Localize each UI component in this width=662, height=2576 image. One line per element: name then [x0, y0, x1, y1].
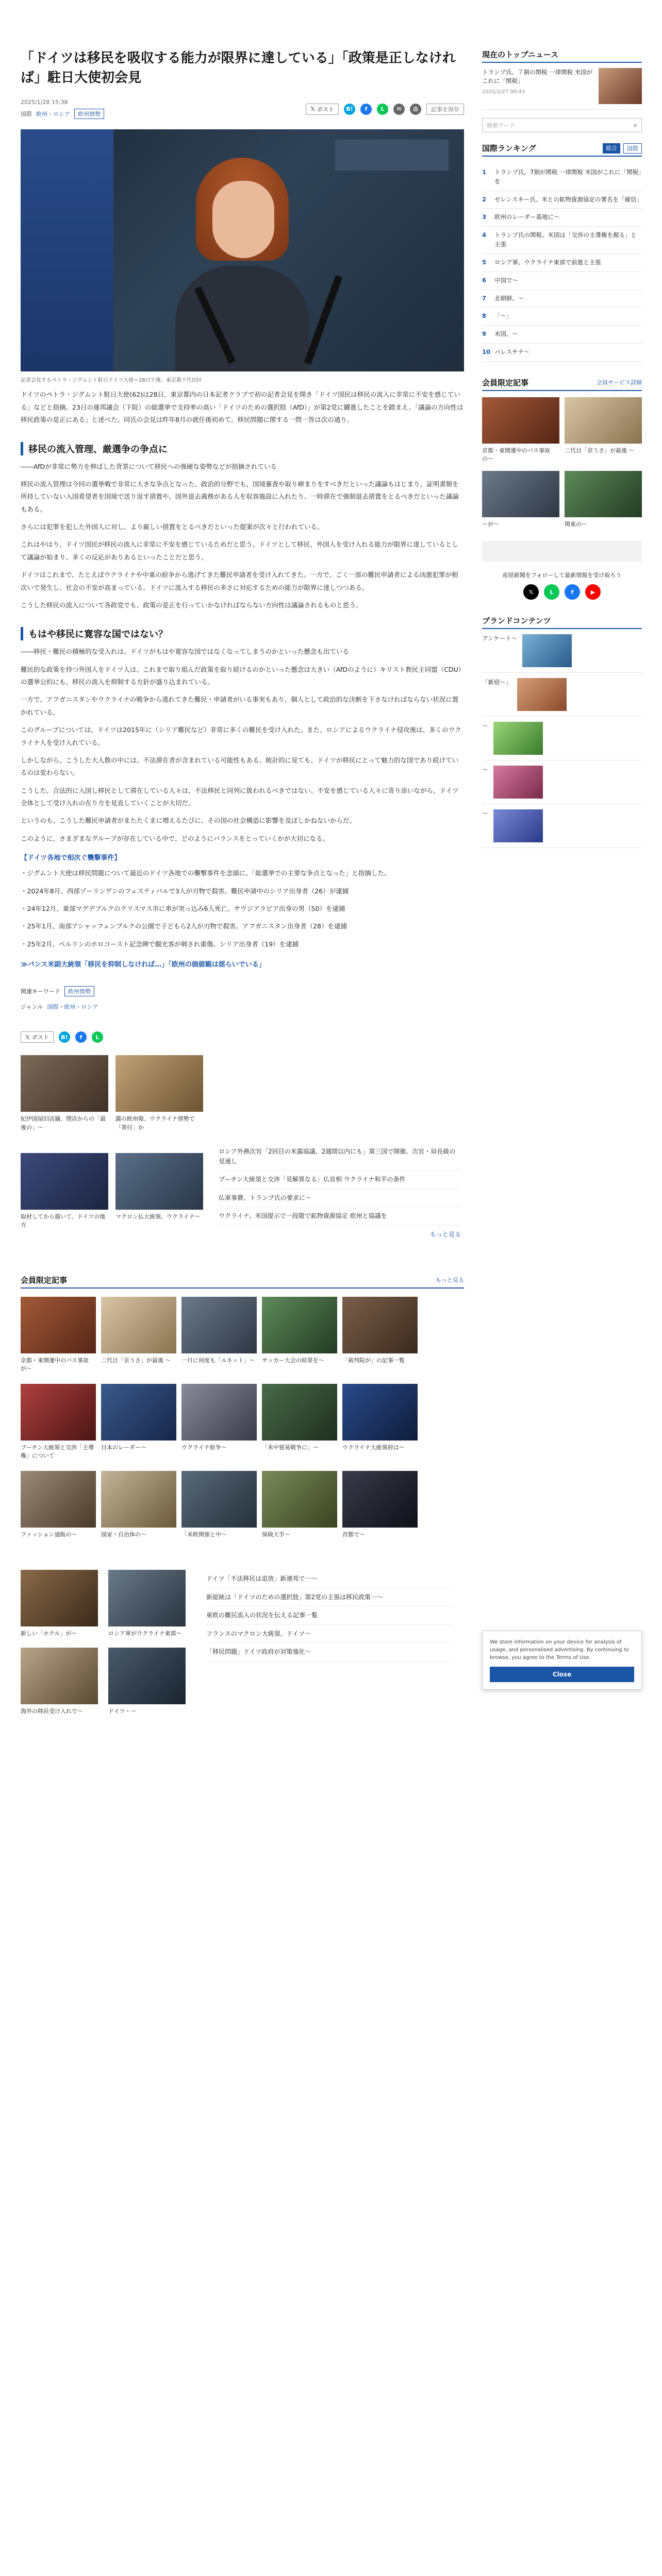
ranking-item[interactable]: 7 北朝鮮、〜: [482, 290, 642, 308]
share-bar: [306, 104, 464, 115]
paragraph: このグループについては、ドイツは2015年に（シリア難民など）非常に多くの難民を受け入れた。また、ロシアによるウクライナ侵攻後は、多くのウクライナ人を受け入れている。: [21, 726, 461, 747]
facebook-icon[interactable]: f: [75, 1031, 87, 1043]
share-x-label: ポスト: [317, 106, 334, 113]
ranking-item[interactable]: 9 米国、〜: [482, 326, 642, 344]
members-card[interactable]: [262, 1384, 337, 1461]
related-card[interactable]: [115, 1055, 203, 1146]
lower-text-list: [206, 1570, 454, 1716]
ranking-item[interactable]: 4 トランプ氏の関税、米国は「交渉の主導権を握る」と主張: [482, 227, 642, 254]
members-card-title: ウクライナ大統領府は〜: [342, 1444, 405, 1451]
line-icon[interactable]: L: [92, 1031, 103, 1043]
brand-card[interactable]: 〜: [482, 760, 642, 804]
side-members-title: [482, 377, 642, 391]
line-icon[interactable]: L: [544, 584, 559, 600]
members-card[interactable]: [21, 1297, 96, 1374]
brand-title-text: ブランドコンテンツ: [482, 616, 551, 626]
side-members-card-title: 京都・東開運中のバス事故の〜: [482, 447, 550, 463]
x-icon[interactable]: 𝕏: [523, 584, 539, 600]
members-card-title: 京都・東開運中のバス事故が〜: [21, 1357, 89, 1372]
share-x-button[interactable]: [306, 104, 339, 115]
category-link[interactable]: 欧州・ロシア: [36, 111, 70, 118]
members-card-title: サッカー大会の結果を〜: [262, 1357, 324, 1364]
paragraph: 一方で、アフガニスタンやウクライナの戦争から逃れてきた難民・申請者がいる事実もあり、個人として政治的な決断を下さなければならない状況に置かれている。: [21, 696, 459, 716]
facebook-icon[interactable]: f: [360, 104, 372, 115]
ranking-item[interactable]: 5 ロシア軍、ウクライナ東部で前進と主張: [482, 254, 642, 272]
brand-card[interactable]: 〜: [482, 717, 642, 760]
hatena-icon[interactable]: B!: [59, 1031, 70, 1043]
lower-text-item[interactable]: フランスのマクロン大統領、ドイツ〜: [206, 1625, 454, 1643]
paragraph: 移民の流入管理は今回の選挙戦で非常に大きな争点となった。政治的分野でも、国境審査や取り締まりをすべきだといった議論もはじまり、証明書類を所持していない入国希望者を国境で送り返す措置や、国外退去義務がある人を収容施設に入れたり、一時滞在で強制退去措置をとるべきだといった議論もある。: [21, 480, 459, 513]
members-card[interactable]: [181, 1297, 257, 1374]
related-more-link[interactable]: もっと見る: [429, 1230, 461, 1238]
photo-background-panel: [21, 129, 113, 371]
side-members-card[interactable]: [482, 471, 559, 529]
x-icon: 𝕏: [25, 1033, 30, 1041]
paragraph: 難民的な政策を持つ外国人をドイツ人は、これまで取り組んだ政策を取り続けるのかといった懸念は大きい（AfDのように）キリスト教民主同盟（CDU）の選挙公約にも、移民の流入を抑制する方針が盛り込まれている。: [21, 665, 462, 686]
line-icon[interactable]: L: [377, 104, 388, 115]
members-card[interactable]: [181, 1471, 257, 1539]
members-card-title: 二代目「京うさ」が最後 〜: [101, 1357, 171, 1364]
related-card[interactable]: [21, 1055, 108, 1146]
top-news-title: [482, 49, 642, 63]
bottom-card-title: ロシア軍がウクライナ東部〜: [108, 1630, 182, 1637]
main-column: [21, 0, 464, 1716]
ranking-item[interactable]: 3 欧州のレーダー基地に〜: [482, 209, 642, 227]
incident-item: ・24年12月、東部マグデブルクのクリスマス市に車が突っ込み6人死亡。サウジアラビア出身の男（50）を逮捕: [21, 904, 345, 912]
paragraph: このように、さまざまなグループが存在している中で、どのようにバランスをとっていくかが大切になる。: [21, 834, 329, 842]
banner-ad[interactable]: [482, 541, 642, 562]
related-text-item[interactable]: 仏軍事費、トランプ氏の要求に〜: [219, 1189, 461, 1208]
members-section-title: [21, 1275, 464, 1289]
ranking-item[interactable]: 8 「〜」: [482, 308, 642, 326]
brand-card[interactable]: アンケート〜: [482, 629, 642, 673]
ranking-list: [482, 164, 642, 362]
bottom-card-title: 海外の移民受け入れで〜: [21, 1707, 83, 1715]
side-members-block: [482, 377, 642, 529]
side-members-card[interactable]: [565, 471, 642, 529]
side-members-card[interactable]: [482, 397, 559, 464]
lower-left-grid: [21, 1570, 191, 1716]
article-date: 2025/1/28 15:38: [21, 99, 68, 106]
related-text-list: [219, 1143, 461, 1244]
paragraph: さらには犯罪を犯した外国人に対し、より厳しい措置をとるべきだといった提案が次々と行われている。: [21, 523, 324, 531]
related-card-title: 取材してから描いて、ドイツの地方: [21, 1213, 106, 1229]
microphone: [304, 275, 343, 365]
ranking-title-text: 国際ランキング: [482, 144, 536, 153]
paragraph: しかしながら、こうした大人数の中には、不法滞在者が含まれている可能性もある。統計的に見ても、ドイツが移民にとって魅力的な国であり続けているのは変わらない。: [21, 756, 459, 777]
members-card[interactable]: [21, 1471, 96, 1539]
side-members-card-title: 二代目「京うさ」が最後 〜: [565, 447, 635, 454]
top-news-image: [599, 68, 642, 104]
share-bar-bottom: [21, 1031, 464, 1043]
bottom-card-title: 新しい「ホテル」が〜: [21, 1630, 77, 1637]
share-x-button[interactable]: [21, 1031, 54, 1043]
mail-icon[interactable]: ✉: [393, 104, 405, 115]
photo-caption: 記者会見するペトラ・ジグムント駐日ドイツ大使＝28日午後、東京都千代田区: [21, 378, 202, 384]
keyword-label: 関連キーワード: [21, 988, 60, 995]
facebook-icon[interactable]: f: [565, 584, 580, 600]
ranking-item[interactable]: 1 トランプ氏、7割が関税 一律関税 米国がこれに「関税」を: [482, 164, 642, 191]
members-card-title: プーチン大統領と交渉「主導権」について: [21, 1444, 94, 1460]
members-card[interactable]: [342, 1384, 418, 1461]
related-article-link[interactable]: ≫バンス米副大統領「移民を抑制しなければ…」「欧州の価値観は揺らいでいる」: [21, 961, 266, 969]
members-card-title: 一日に何度も「ルネット」〜: [181, 1357, 255, 1364]
hatena-icon[interactable]: B!: [344, 104, 355, 115]
lower-section: [21, 1570, 464, 1716]
related-card[interactable]: [21, 1153, 108, 1244]
members-card[interactable]: [262, 1297, 337, 1374]
x-icon: 𝕏: [310, 106, 315, 113]
related-card[interactable]: [115, 1153, 203, 1244]
bottom-card[interactable]: [108, 1570, 186, 1638]
top-news-headline: トランプ氏、７割の関税 一律関税 米国がこれに「関税」: [482, 69, 593, 85]
members-card-title: 首都で〜: [342, 1531, 365, 1538]
members-card[interactable]: [181, 1384, 257, 1461]
members-grid: [21, 1297, 464, 1539]
bottom-card[interactable]: [21, 1570, 98, 1638]
members-card[interactable]: [21, 1384, 96, 1461]
related-text-item[interactable]: ロシア外務次官「2回目の米露協議、2週間以内にも」第三国で開催、次官・局長級の見通し: [219, 1143, 461, 1171]
print-icon[interactable]: ⎙: [410, 104, 421, 115]
article-photo: [21, 129, 464, 371]
paragraph: ――AfDが非常に勢力を伸ばした背景について移民への強硬な姿勢などが指摘されている: [21, 462, 277, 470]
paragraph: ドイツはこれまで、たとえばウクライナや中東の紛争から逃げてきた難民申請者を受け入れてきた。一方で、ごく一部の難民申請者による凶悪犯罪が相次いで発生し、社会の不安が高まっている。ドイツに流入する移民の多さに対応するための能力が限界に達しつつある。: [21, 571, 458, 591]
bottom-card[interactable]: [21, 1648, 98, 1716]
incident-item: ・ジグムント大使は移民問題について最近のドイツ各地での襲撃事件を念頭に、「総選挙での主要な争点となった」と指摘した。: [21, 869, 391, 877]
article-categories: [21, 109, 104, 119]
ranking-tab-intl[interactable]: 国際: [623, 143, 642, 154]
brand-block: [482, 615, 642, 848]
members-card-title: 保険大手〜: [262, 1531, 290, 1538]
article-title: 「ドイツは移民を吸収する能力が限界に達している」「政策是正しなければ」駐日大使初会見: [21, 50, 456, 86]
keyword-row: [21, 986, 464, 996]
bottom-card[interactable]: [108, 1648, 186, 1716]
top-news-date: 2025/2/27 00:43: [482, 89, 525, 95]
top-news-title-text: 現在のトップニュース: [482, 50, 559, 59]
members-card-title: ウクライナ紛争〜: [181, 1444, 227, 1451]
photo-sign: [335, 140, 449, 171]
members-title-text: 会員限定記事: [21, 1275, 68, 1285]
search-box[interactable]: [482, 118, 642, 132]
ranking-title: [482, 143, 642, 157]
search-input[interactable]: 検索ワード: [487, 122, 515, 129]
incident-item: ・2024年8月、西部ゾーリンゲンのフェスティバルで3人が刃物で殺害。難民申請中のシリア出身者（26）が逮捕: [21, 887, 349, 895]
members-card-title: 「裁判院が」の記事一覧: [342, 1357, 405, 1364]
members-more-link[interactable]: もっと見る: [436, 1277, 464, 1284]
paragraph: これはやはり、ドイツ国民が移民の流入に非常に不安を感じているためだと思う。ドイツとして移民、外国人を受け入れる能力が限界に達しているとして議論が始まり、多くの反応がありあるといったことだと思う。: [21, 540, 458, 561]
paragraph: ドイツのペトラ・ジグムント駐日大使(62)は28日、東京都内の日本記者クラブで初の記者会見を開き「ドイツ国民は移民の流入に非常に不安を感じている」などと指摘。23日の連邦議会（下院）の総選挙で支持率の高い「ドイツのための選択肢（AfD）」が第2党に躍進したことを踏まえ、「議論の方向性は移民政策の是正にある」と述べた。同氏の会見は昨年8月の就任後初めて。移民問題に関する一問一答は次の通り。: [21, 391, 464, 424]
paragraph: こうした移民の流入について各政党でも、政策の是正を行っていかなければならない方向性は議論されるものと思う。: [21, 601, 362, 609]
lower-text-item[interactable]: 「移民問題」ドイツ政府が対策強化〜: [206, 1643, 454, 1662]
category-tag[interactable]: 欧州情勢: [74, 109, 104, 119]
ranking-block: [482, 143, 642, 362]
article-meta: [21, 99, 464, 119]
brand-card[interactable]: 〜: [482, 804, 642, 848]
related-text-item[interactable]: プーチン大統領と交渉「見解異なる」仏首相 ウクライナ和平の条件: [219, 1171, 461, 1189]
related-card-grid: [21, 1055, 203, 1244]
members-card[interactable]: [101, 1384, 176, 1461]
related-text-item[interactable]: ウクライナ、米国提示で一段階で鉱物資源協定 欧州と協議を: [219, 1207, 461, 1226]
brand-title: [482, 615, 642, 629]
photo-person: [175, 158, 309, 371]
brand-card[interactable]: 「新宿〜」: [482, 673, 642, 717]
members-card-title: 日本のレーダー〜: [101, 1444, 146, 1451]
members-card-title: 「米中貿易戦争に」〜: [262, 1444, 319, 1451]
paragraph: こうした、合法的に入国し移民として滞在している人々は、不法移民と同列に扱われるべきではない。不安を感じている人々に寄り添いながら、ドイツ全体として受け入れの在り方を見直していくことが大切だ。: [21, 786, 459, 807]
search-icon[interactable]: ⌕: [633, 121, 637, 129]
related-card-title: 露の欧州報、ウクライナ情勢で「寄付」か: [115, 1115, 195, 1131]
follow-block: [482, 571, 642, 600]
youtube-icon[interactable]: ▶: [585, 584, 601, 600]
members-card[interactable]: [342, 1471, 418, 1539]
related-section: [21, 1055, 464, 1244]
follow-label: 産経新聞をフォローして最新情報を受け取ろう: [502, 572, 622, 579]
side-members-more-link[interactable]: 会員サービス詳細: [597, 379, 642, 386]
cookie-banner: [482, 1631, 642, 1690]
incident-item: ・25年2月、ベルリンのホロコースト記念碑で観光客が刺され重傷。シリア出身者（19）を逮捕: [21, 940, 299, 948]
bottom-card-title: ドイツ・〜: [108, 1707, 137, 1715]
lower-text-item[interactable]: 新総統は「ドイツのための選択肢」第2党の主張は移民政策一〜: [206, 1588, 454, 1607]
ranking-item[interactable]: 2 ゼレンスキー氏、米との鉱物資源協定の署名を「確信」: [482, 191, 642, 209]
side-members-card-title: 関東の〜: [565, 520, 587, 528]
members-card-title: ファッション通販の〜: [21, 1531, 77, 1538]
section-heading: 移民の流入管理、厳選争の争点に: [21, 442, 464, 455]
subsection-heading: 【ドイツ各地で相次ぐ襲撃事件】: [21, 854, 121, 862]
lower-text-item[interactable]: ドイツ「不法移民は追放」新連邦で一〜: [206, 1570, 454, 1588]
ranking-item[interactable]: 10 パレスチナ〜: [482, 344, 642, 362]
members-card[interactable]: [101, 1297, 176, 1374]
members-card-title: 「米欧関係と中〜: [181, 1531, 227, 1538]
cookie-close-button[interactable]: Close: [490, 1667, 634, 1682]
related-card-title: 紀伊国屋旧店舗、閉店からの「最後の」〜: [21, 1115, 106, 1131]
share-x-label: ポスト: [31, 1034, 49, 1041]
section-heading: もはや移民に寛容な国ではない？: [21, 627, 464, 640]
top-news-block: [482, 49, 642, 110]
genre-row: [21, 1003, 464, 1011]
side-members-grid: [482, 397, 642, 529]
lower-text-item[interactable]: 東欧の難民流入の状況を伝える記事一覧: [206, 1606, 454, 1625]
genre-link[interactable]: 国際・欧州・ロシア: [47, 1004, 98, 1010]
incident-item: ・25年1月、南部アシャッフェンブルクの公園で子どもら2人が刃物で殺害。アフガニスタン出身者（28）を逮捕: [21, 922, 347, 930]
category-label: 国際: [21, 111, 32, 118]
paragraph: ――移民・難民の積極的な受入れは、ドイツがもはや寛容な国ではなくなってしまうのかといった懸念も出ている: [21, 648, 349, 656]
ranking-tab-all[interactable]: 総合: [603, 143, 620, 154]
members-card[interactable]: [342, 1297, 418, 1374]
paragraph: というのも、こうした難民申請者がまたたくまに増えるたびに、その国の社会構造に影響を及ぼしかねないからだ。: [21, 817, 356, 825]
bottom-grid: [21, 1570, 191, 1716]
keyword-tag[interactable]: 欧州情勢: [64, 986, 94, 996]
sidebar: [482, 0, 642, 848]
cookie-text: We store information on your device for analysis of usage, and personalised advertising. By continuing to browse, you agree to the Terms of Use.: [490, 1639, 629, 1660]
members-card[interactable]: [101, 1471, 176, 1539]
members-card-title: 国家・自治体の〜: [101, 1531, 146, 1538]
members-card[interactable]: [262, 1471, 337, 1539]
ranking-item[interactable]: 6 中国で〜: [482, 272, 642, 290]
article-body: [21, 388, 464, 969]
side-members-title-text: 会員限定記事: [482, 378, 529, 387]
related-card-title: マクロン仏大統領、ウクライナ〜: [115, 1213, 201, 1220]
genre-label: ジャンル: [21, 1004, 43, 1010]
side-members-card[interactable]: [565, 397, 642, 464]
members-section: [21, 1275, 464, 1539]
top-news-card[interactable]: [482, 63, 642, 110]
side-members-card-title: 〜が〜: [482, 520, 499, 528]
save-article-button[interactable]: 記事を保存: [426, 104, 464, 115]
